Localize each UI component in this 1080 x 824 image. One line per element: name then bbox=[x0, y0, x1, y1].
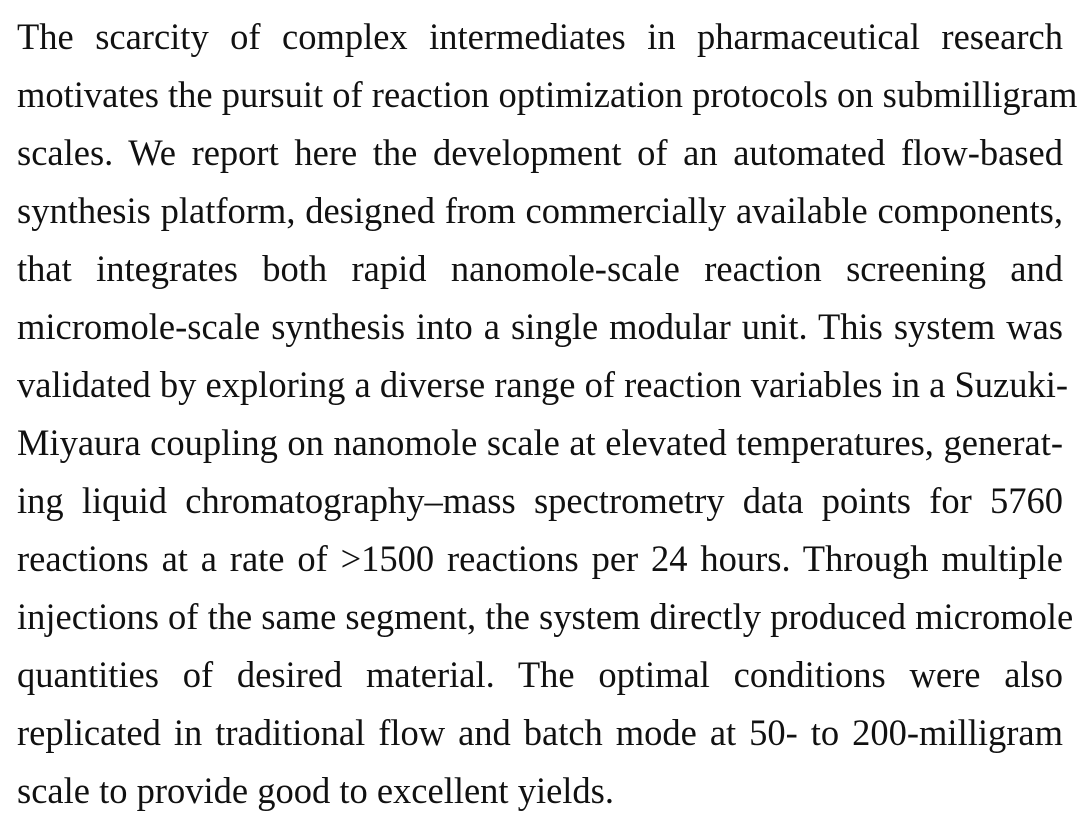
text-line: synthesis platform, designed from commercially available components, bbox=[17, 190, 1063, 231]
text-line: Miyaura coupling on nanomole scale at elevated temperatures, generat- bbox=[17, 422, 1063, 463]
text-line: ing liquid chromatography–mass spectrometry data points for 5760 bbox=[17, 480, 1063, 521]
text-line: injections of the same segment, the system directly produced micromole bbox=[17, 596, 1074, 637]
text-line: quantities of desired material. The optimal conditions were also bbox=[17, 654, 1063, 695]
text-line: validated by exploring a diverse range of reaction variables in a Suzuki- bbox=[17, 364, 1069, 405]
text-line: reactions at a rate of >1500 reactions per 24 hours. Through multiple bbox=[17, 538, 1063, 579]
text-line: The scarcity of complex intermediates in pharmaceutical research bbox=[17, 16, 1063, 57]
text-line: replicated in traditional flow and batch mode at 50- to 200-milligram bbox=[17, 712, 1063, 753]
text-line: micromole-scale synthesis into a single modular unit. This system was bbox=[17, 306, 1063, 347]
text-line: scales. We report here the development of an automated flow-based bbox=[17, 132, 1063, 173]
text-line: motivates the pursuit of reaction optimization protocols on submilligram bbox=[17, 74, 1078, 115]
text-line: that integrates both rapid nanomole-scale reaction screening and bbox=[17, 248, 1063, 289]
abstract-paragraph bbox=[17, 8, 1078, 820]
text-line: scale to provide good to excellent yields. bbox=[17, 770, 615, 811]
